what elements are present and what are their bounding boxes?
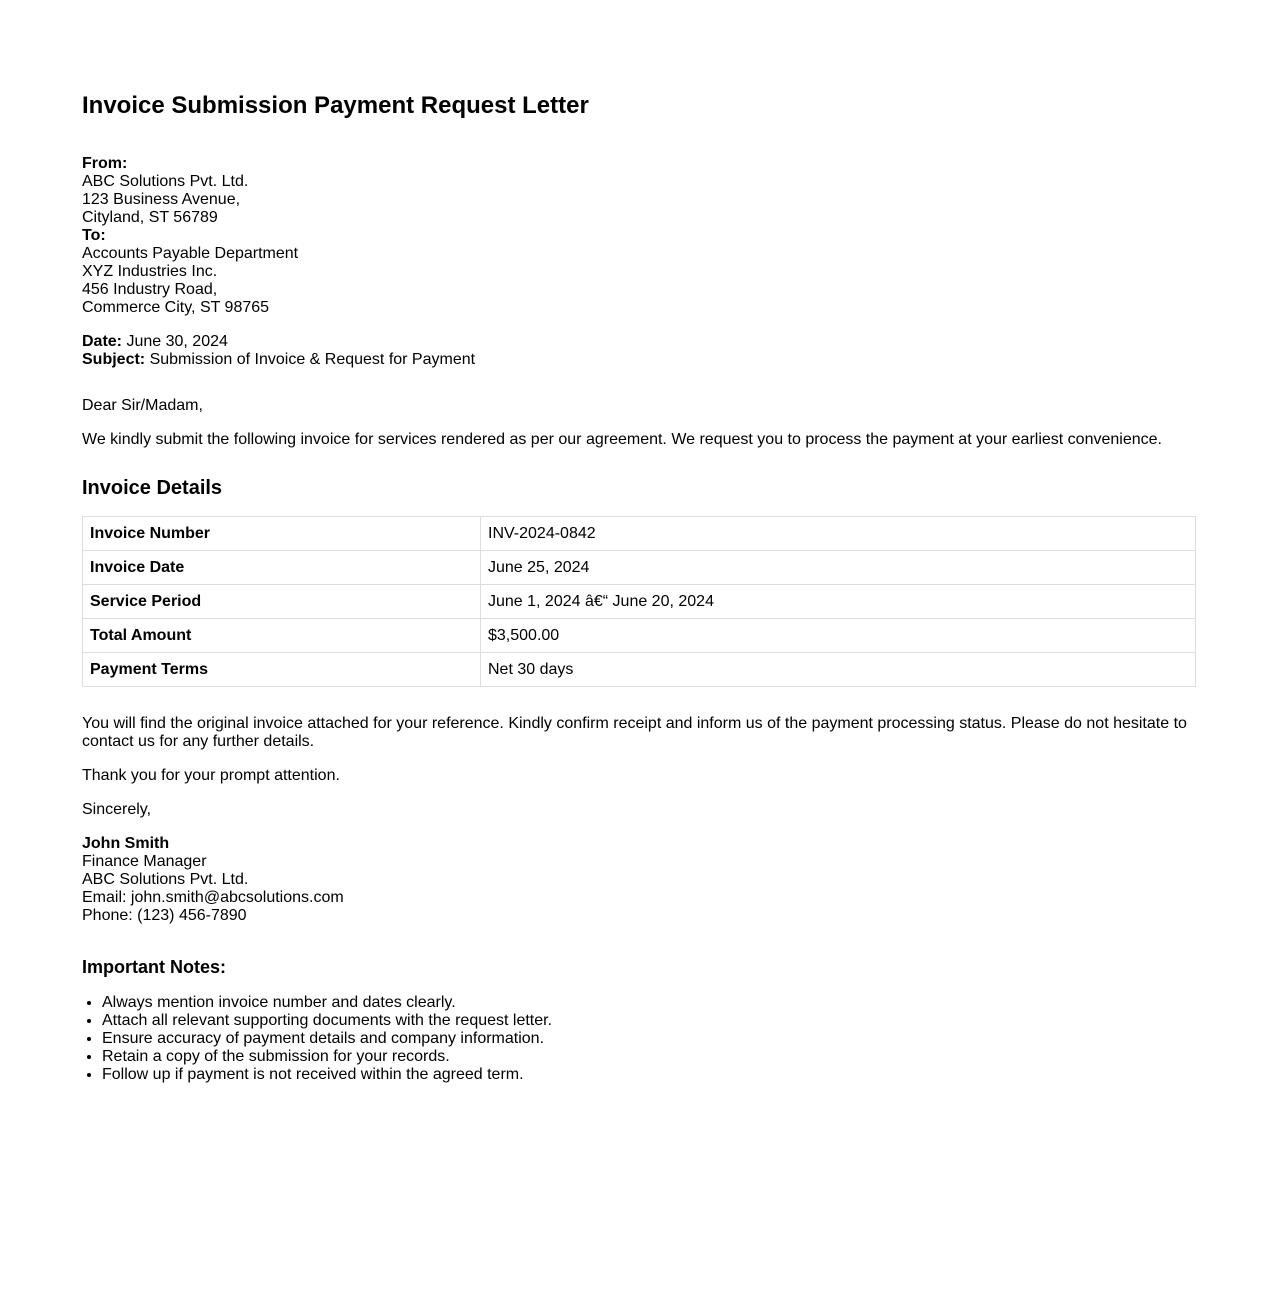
list-item: • Follow up if payment is not received within the agreed term.	[102, 1066, 1196, 1084]
date-value: June 30, 2024	[126, 333, 228, 350]
list-item: • Retain a copy of the submission for your records.	[102, 1048, 1196, 1066]
row-value: $3,500.00	[481, 619, 1196, 653]
signature-block	[82, 835, 1196, 925]
table-row	[83, 551, 1196, 585]
from-line: ABC Solutions Pvt. Ltd.	[82, 173, 249, 190]
signer-company: ABC Solutions Pvt. Ltd.	[82, 871, 249, 888]
subject-value: Submission of Invoice & Request for Payment	[149, 351, 476, 368]
row-label: Total Amount	[83, 619, 481, 653]
invoice-details-table	[82, 516, 1196, 687]
table-row	[83, 585, 1196, 619]
notes-list	[82, 994, 1196, 1084]
letter-meta	[82, 333, 1196, 369]
from-line: 123 Business Avenue,	[82, 191, 241, 208]
table-row	[83, 619, 1196, 653]
signer-name: John Smith	[82, 835, 170, 852]
address-block	[82, 155, 1196, 317]
to-line: Commerce City, ST 98765	[82, 299, 270, 316]
closing: Sincerely,	[82, 801, 152, 818]
row-value: June 1, 2024 â€“ June 20, 2024	[481, 585, 1196, 619]
intro-paragraph: We kindly submit the following invoice for services rendered as per our agreement. We request you to process the payment at your earliest convenience.	[82, 431, 1162, 448]
row-label: Invoice Date	[83, 551, 481, 585]
signer-phone: Phone: (123) 456-7890	[82, 907, 247, 924]
thanks-paragraph: Thank you for your prompt attention.	[82, 767, 340, 784]
row-label: Service Period	[83, 585, 481, 619]
row-label: Invoice Number	[83, 517, 481, 551]
table-row	[83, 653, 1196, 687]
row-value: Net 30 days	[481, 653, 1196, 687]
from-label: From:	[82, 155, 128, 172]
page-title: Invoice Submission Payment Request Letter	[82, 92, 589, 119]
list-item: • Always mention invoice number and dates clearly.	[102, 994, 1196, 1012]
notes-heading: Important Notes:	[82, 957, 226, 977]
row-value: June 25, 2024	[481, 551, 1196, 585]
list-item: • Attach all relevant supporting documents with the request letter.	[102, 1012, 1196, 1030]
body-paragraph: You will find the original invoice attached for your reference. Kindly confirm receipt and inform us of the payment processing status. Please do not hesitate to contact us for any further details.	[82, 715, 1187, 750]
from-line: Cityland, ST 56789	[82, 209, 218, 226]
subject-label: Subject:	[82, 351, 146, 368]
invoice-details-heading: Invoice Details	[82, 477, 223, 499]
subject-line	[82, 351, 1196, 369]
salutation: Dear Sir/Madam,	[82, 397, 203, 414]
row-value: INV-2024-0842	[481, 517, 1196, 551]
date-line	[82, 333, 1196, 351]
date-label: Date:	[82, 333, 123, 350]
row-label: Payment Terms	[83, 653, 481, 687]
table-row	[83, 517, 1196, 551]
signer-email: Email: john.smith@abcsolutions.com	[82, 889, 344, 906]
list-item: • Ensure accuracy of payment details and company information.	[102, 1030, 1196, 1048]
to-line: Accounts Payable Department	[82, 245, 299, 262]
to-line: XYZ Industries Inc.	[82, 263, 218, 280]
to-line: 456 Industry Road,	[82, 281, 218, 298]
to-label: To:	[82, 227, 106, 244]
signer-title: Finance Manager	[82, 853, 207, 870]
